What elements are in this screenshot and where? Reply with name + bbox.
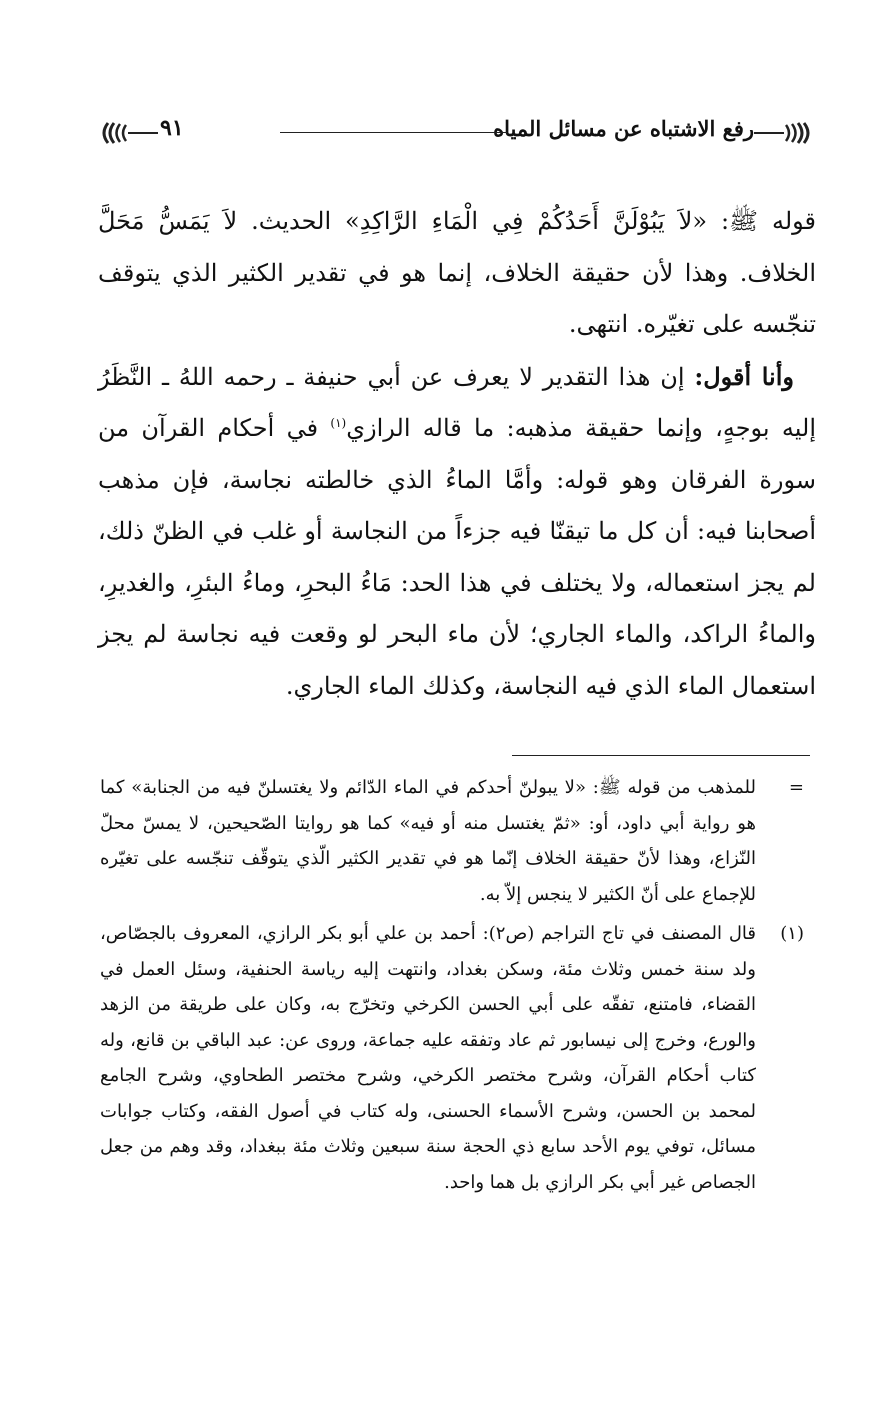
footnote-separator — [512, 755, 810, 756]
footnote-text: قال المصنف في تاج التراجم (ص٢): أحمد بن علي أبو بكر الرازي، المعروف بالجصّاص، ولد سنة خمس وثلاث مئة، وسكن بغداد، وانتهت إليه رياسة الحنفية، وسئل العمل في القضاء، فامتنع، تفقّه على أبي الحسن الكرخي وتخرّج به، وكان على طريقة من الزهد والورع، وخرج إلى نيسابور ثم عاد وتفقه عليه جماعة، وروى عن: عبد الباقي بن قانع، وله كتاب أحكام القرآن، وشرح مختصر الكرخي، وشرح مختصر الطحاوي، وشرح الجامع لمحمد بن الحسن، وشرح الأسماء الحسنى، وله كتاب في أصول الفقه، وكتاب جوابات مسائل، توفي يوم الأحد سابع ذي الحجة سنة سبعين وثلاث مئة ببغداد، وقد وهم من جعل الجصاص غير أبي بكر الرازي بل هما واحد. — [100, 923, 757, 1193]
footnote-text: للمذهب من قوله ﷺ: «لا يبولنّ أحدكم في الماء الدّائم ولا يغتسلنّ فيه من الجنابة» كما هو رواية أبي داود، أو: «ثمّ يغتسل منه أو فيه» كما هو روايتا الصّحيحين، لا يمسّ محلّ النّزاع، وهذا لأنّ حقيقة الخلاف إنّما هو في تقدير الكثير الّذي يتوقّف تنجّسه على تغيّره للإجماع على أنّ الكثير لا ينجس إلاّ به. — [100, 777, 756, 905]
footnote-continuation — [100, 770, 812, 912]
arabesque-ornament-icon — [754, 122, 812, 144]
running-title: رفع الاشتباه عن مسائل المياه — [493, 116, 754, 141]
paragraph-2-text-a: إن هذا التقدير لا يعرف عن أبي حنيفة ـ رحمه اللهُ ـ النَّظَرُ إليه بوجهٍ، وإنما حقيقة مذهبه: ما قاله الرازي — [98, 362, 816, 442]
footnote-reference[interactable]: (١) — [330, 416, 347, 430]
footnotes — [100, 770, 812, 1200]
main-text — [98, 196, 816, 712]
footnote-marker: = — [788, 777, 804, 798]
paragraph-2-text-b: في أحكام القرآن من سورة الفرقان وهو قوله: وأمَّا الماءُ الذي خالطته نجاسة، فإن مذهب أصحابنا فيه: أن كل ما تيقنّا فيه جزءاً من النجاسة أو غلب في الظنّ ذلك، لم يجز استعماله، ولا يختلف في هذا الحد: مَاءُ البحرِ، وماءُ البئرِ، والغديرِ، والماءُ الراكد، والماء الجاري؛ لأن ماء البحر لو وقعت فيه نجاسة لم يجز استعمال الماء الذي فيه النجاسة، وكذلك الماء الجاري. — [98, 414, 816, 700]
page-number: ٩١ — [160, 115, 184, 141]
header-rule — [280, 132, 507, 133]
footnote-marker: (١) — [780, 923, 804, 944]
paragraph-2-lead: وأنا أقول: — [694, 361, 794, 391]
footnote-1 — [100, 916, 812, 1200]
running-header — [100, 112, 812, 152]
paragraph-1: قوله ﷺ: «لاَ يَبُوْلَنَّ أَحَدُكُمْ فِي الْمَاءِ الرَّاكِدِ» الحديث. لاَ يَمَسُّ مَحَلَّ الخلاف. وهذا لأن حقيقة الخلاف، إنما هو في تقدير الكثير الذي يتوقف تنجّسه على تغيّره. انتهى. — [98, 207, 816, 338]
arabesque-ornament-icon — [100, 122, 158, 144]
paragraph-2 — [98, 351, 816, 713]
